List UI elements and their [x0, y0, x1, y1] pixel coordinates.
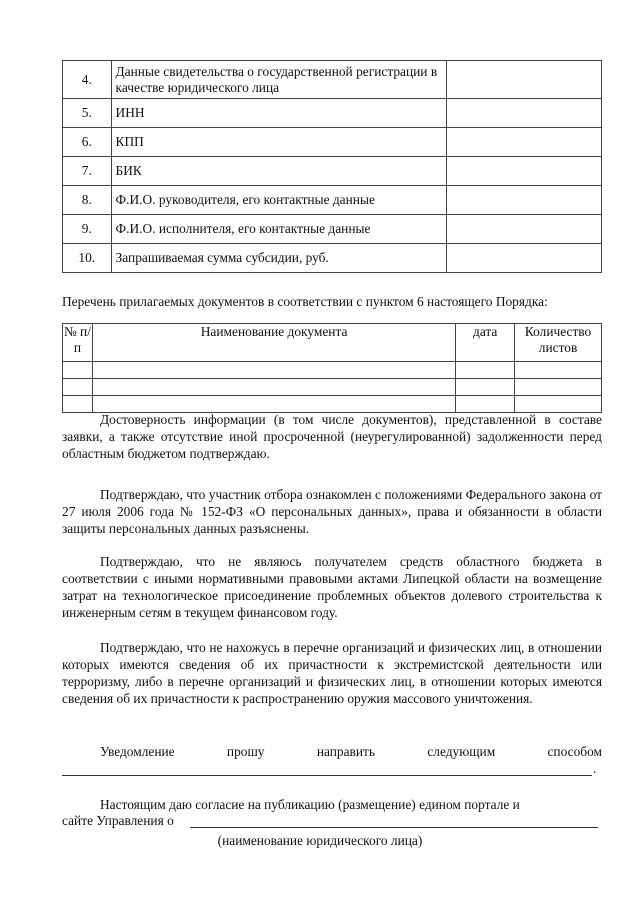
empty-cell[interactable]: [63, 379, 93, 396]
row-number: 6.: [63, 128, 112, 157]
row-label: БИК: [111, 157, 447, 186]
table-row: [63, 379, 602, 396]
paragraph-not-listed: Подтверждаю, что не нахожусь в перечне организаций и физических лиц, в отношении которых имеются сведения об их причастности к экстремистской деятельности или терроризму, либо в перечне организаций и физических лиц, в отношении которых имеются сведения об их причастности к распространению оружия массового уничтожения.: [62, 640, 602, 706]
empty-cell[interactable]: [515, 379, 602, 396]
notification-end-mark: .: [593, 761, 597, 776]
paragraph-not-recipient: Подтверждаю, что не являюсь получателем средств областного бюджета в соответствии с иными нормативными правовыми актами Липецкой области на возмещение затрат на технологическое присоединение проблемных объектов долевого строительства к инженерным сетям в текущем финансовом году.: [62, 554, 602, 620]
consent-line-prefix: сайте Управления о: [62, 813, 174, 828]
col-header-page-count: Количество листов: [515, 324, 602, 362]
row-value-cell[interactable]: [447, 61, 602, 99]
row-number: 4.: [63, 61, 112, 99]
table-row: [63, 396, 602, 413]
row-number: 10.: [63, 244, 112, 273]
attached-documents-table: [62, 323, 602, 413]
empty-cell[interactable]: [456, 396, 515, 413]
row-label: Запрашиваемая сумма субсидии, руб.: [111, 244, 447, 273]
row-value-cell[interactable]: [447, 128, 602, 157]
paragraph-consent: Настоящим даю согласие на публикацию (размещение) едином портале и: [100, 797, 520, 812]
empty-cell[interactable]: [92, 362, 455, 379]
notification-line: Уведомление прошу направить следующим способом: [100, 744, 602, 759]
table-row: [63, 99, 602, 128]
row-label: Ф.И.О. исполнителя, его контактные данные: [111, 215, 447, 244]
table-row: [63, 215, 602, 244]
empty-cell[interactable]: [63, 396, 93, 413]
notification-method-field[interactable]: [62, 758, 592, 776]
documents-intro: Перечень прилагаемых документов в соответствии с пунктом 6 настоящего Порядка:: [62, 294, 548, 309]
table-row: [63, 61, 602, 99]
applicant-data-table: [62, 60, 602, 273]
row-number: 8.: [63, 186, 112, 215]
legal-entity-name-field[interactable]: [190, 812, 598, 828]
row-value-cell[interactable]: [447, 186, 602, 215]
table-row: [63, 128, 602, 157]
empty-cell[interactable]: [92, 379, 455, 396]
row-label: Ф.И.О. руководителя, его контактные данные: [111, 186, 447, 215]
col-header-date: дата: [456, 324, 515, 362]
col-header-document-name: Наименование документа: [92, 324, 455, 362]
table-row: [63, 362, 602, 379]
empty-cell[interactable]: [63, 362, 93, 379]
paragraph-reliability: Достоверность информации (в том числе документов), представленной в составе заявки, а также отсутствие иной просроченной (неурегулированной) задолженности перед областным бюджетом подтверждаю.: [62, 412, 602, 461]
table-row: [63, 186, 602, 215]
row-number: 5.: [63, 99, 112, 128]
row-number: 7.: [63, 157, 112, 186]
table-row: [63, 157, 602, 186]
col-header-number: № п/п: [63, 324, 93, 362]
table-header-row: [63, 324, 602, 362]
row-value-cell[interactable]: [447, 215, 602, 244]
row-value-cell[interactable]: [447, 244, 602, 273]
table-row: [63, 244, 602, 273]
paragraph-personal-data: Подтверждаю, что участник отбора ознакомлен с положениями Федерального закона от 27 июля 2006 года № 152-ФЗ «О персональных данных», права и обязанности в области защиты персональных данных разъяснены.: [62, 487, 602, 536]
empty-cell[interactable]: [456, 362, 515, 379]
row-value-cell[interactable]: [447, 99, 602, 128]
row-value-cell[interactable]: [447, 157, 602, 186]
empty-cell[interactable]: [92, 396, 455, 413]
empty-cell[interactable]: [515, 362, 602, 379]
row-label: Данные свидетельства о государственной регистрации в качестве юридического лица: [111, 61, 447, 99]
empty-cell[interactable]: [515, 396, 602, 413]
row-number: 9.: [63, 215, 112, 244]
row-label: ИНН: [111, 99, 447, 128]
empty-cell[interactable]: [456, 379, 515, 396]
row-label: КПП: [111, 128, 447, 157]
legal-entity-caption: (наименование юридического лица): [217, 833, 423, 848]
